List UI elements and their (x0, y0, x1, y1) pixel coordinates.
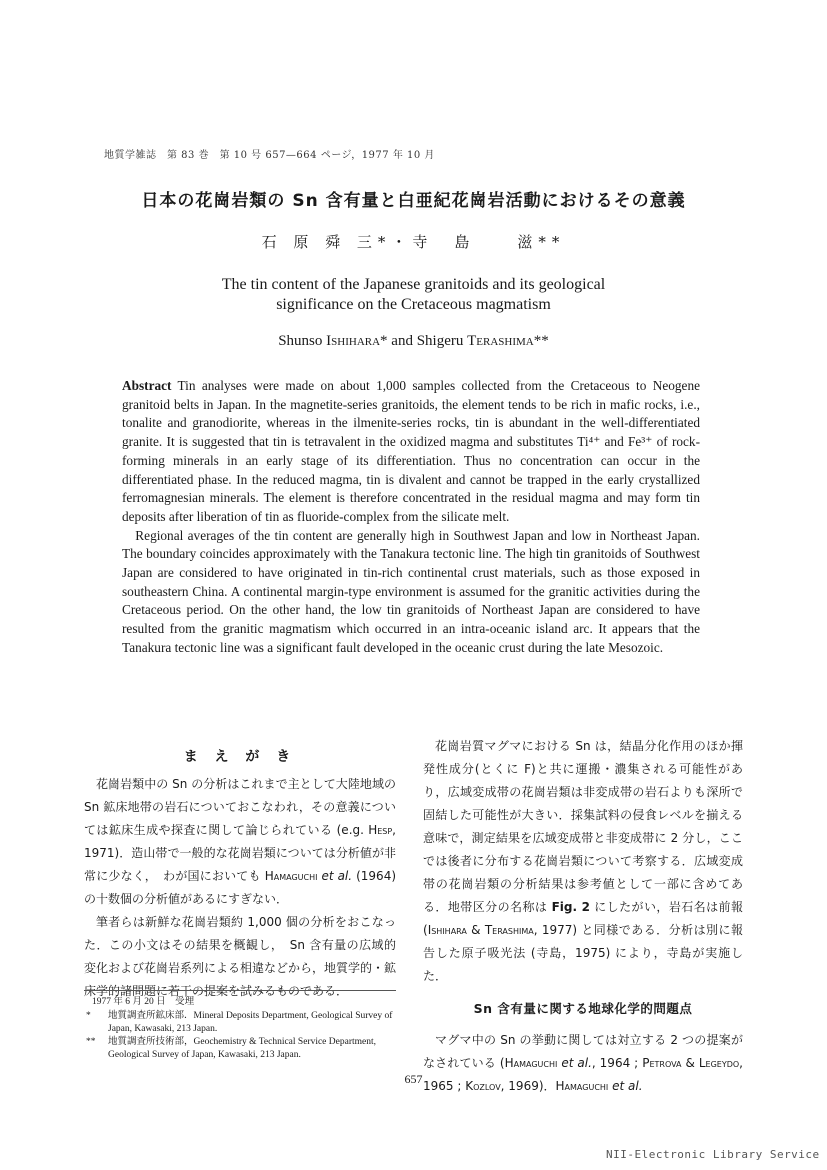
citation-kozlov: Kozlov (465, 1079, 501, 1093)
intro-paragraph-2: 筆者らは新鮮な花崗岩類約 1,000 個の分析をおこなった．この小文はその結果を概観し， Sn 含有量の広域的変化および花崗岩系列による相違などから，地質学的・鉱床学的諸問題に若干の提案を試みるものである． (84, 915, 397, 998)
author-2-first-name: Shigeru (416, 333, 464, 349)
footnote-2-mark: ** (86, 1037, 96, 1047)
left-column (84, 773, 396, 1003)
right-paragraph-1 (423, 735, 743, 988)
author-1-mark: * (380, 333, 388, 349)
introduction-heading: ま え が き (183, 749, 297, 765)
footnote-2 (86, 1036, 396, 1062)
footnote-1-mark: * (86, 1011, 91, 1021)
intro-p1-text-c: (1964) の十数個の分析値があるにすぎない． (84, 869, 397, 906)
footnote-1 (86, 1010, 396, 1036)
citation-petrova: Petrova (642, 1056, 682, 1070)
received-date (86, 996, 396, 1009)
right-p2-text-b: , 1964 ; (591, 1056, 643, 1070)
footnotes (86, 996, 396, 1062)
citation-et-al: et al. (321, 869, 353, 883)
author-1-last-name: Ishihara (326, 333, 381, 349)
intro-p1-text-b: , 1971)．造山帯で一般的な花崗岩類については分析値が非常に少なく， わが国においても (84, 823, 396, 883)
english-title-line-1: The tin content of the Japanese granitoids and its geological (221, 276, 606, 293)
right-p2-text-a: マグマ中の Sn の挙動に関しては対立する 2 つの提案がなされている ( (423, 1033, 743, 1070)
page-number: 657 (404, 1072, 423, 1086)
abstract (122, 377, 700, 658)
right-column (423, 735, 743, 1098)
right-paragraph-2 (423, 1029, 743, 1098)
japanese-authors: 石 原 舜 三*・寺 島 滋** (261, 233, 566, 251)
journal-header: 地質学雑誌 第 83 巻 第 10 号 657—664 ページ，1977 年 10 月 (104, 150, 435, 161)
author-1-first-name: Shunso (278, 333, 323, 349)
japanese-title: 日本の花崗岩類の Sn 含有量と白亜紀花崗岩活動におけるその意義 (141, 191, 686, 211)
right-p2-text-c: , 1965 ; (423, 1056, 743, 1093)
english-title (0, 275, 827, 315)
received-date-text: 1977 年 6 月 20 日 受理 (92, 997, 195, 1007)
geochemistry-heading: Sn 含有量に関する地球化学的問題点 (473, 1001, 693, 1016)
citation-et-al-3: et al. (612, 1079, 643, 1093)
citation-hamaguchi-2: Hamaguchi (504, 1056, 558, 1070)
citation-ampersand: & (466, 923, 485, 937)
citation-hamaguchi: Hamaguchi (264, 869, 318, 883)
right-p1-text-c: , 1977) と同様である．分析は別に報告した原子吸光法 (寺島，1975) により，寺島が実施した． (423, 923, 743, 983)
right-p1-text-a: 花崗岩質マグマにおける Sn は，結晶分化作用のほか揮発性成分(とくに F)と共に運搬・濃集される可能性があり，広域変成帯の花崗岩類は非変成帯の岩石よりも深所で固結した可能性が大きい．採集試料の侵食レベルを揃える意味で，測定結果を広域変成帯と非変成帯に 2 分し，ここでは後者に分布する花崗岩類について考察する．広域変成帯の花崗岩類の分析結果は参考値として一部に含めてある．地帯区分の名称は (423, 739, 743, 914)
authors-and: and (391, 333, 413, 349)
english-title-line-2: significance on the Cretaceous magmatism (276, 296, 551, 313)
intro-p1-text-a: 花崗岩類中の Sn の分析はこれまで主として大陸地域の Sn 鉱床地帯の岩石についておこなわれ，その意義については鉱床生成や探査に関して論じられている (e.g. (84, 777, 396, 837)
abstract-label: Abstract (122, 378, 172, 393)
right-p1-text-b: にしたがい，岩石名は前報 ( (423, 900, 743, 937)
citation-hesp: Hesp (368, 823, 393, 837)
author-2-last-name: Terashima (467, 333, 534, 349)
citation-legeydo: Legeydo (698, 1056, 740, 1070)
citation-terashima: Terashima (484, 923, 534, 937)
intro-paragraph-1 (84, 773, 396, 911)
figure-reference: Fig. 2 (551, 900, 590, 914)
right-p2-text-d: , 1969)． (500, 1079, 556, 1093)
english-authors (0, 333, 827, 350)
citation-et-al-2: et al. (561, 1056, 592, 1070)
citation-ishihara: Ishihara (427, 923, 467, 937)
footnote-2-text: 地質調査所技術部，Geochemistry & Technical Service Department, Geological Survey of Japan, Kawasaki, 213 Japan. (108, 1037, 376, 1060)
footnote-1-text: 地質調査所鉱床部．Mineral Deposits Department, Geological Survey of Japan, Kawasaki, 213 Japan. (108, 1011, 393, 1034)
library-watermark: NII-Electronic Library Service (606, 1148, 820, 1161)
citation-hamaguchi-3: Hamaguchi (555, 1079, 609, 1093)
footnote-divider (84, 990, 396, 991)
abstract-paragraph-1: Tin analyses were made on about 1,000 samples collected from the Cretaceous to Neogene granitoid belts in Japan. In the magnetite-series granitoids, the element tends to be rich in mafic rocks, i.e., tonalite and granodiorite, whereas in the ilmenite-series rocks, tin is abundant in the well-differentiated granite. It is suggested that tin is tetravalent in the oxidized magma and substitutes Ti⁴⁺ and Fe³⁺ of rock-forming minerals in an early stage of its differentiation. Thus no concentration can occur in the differentiated phase. In the reduced magma, tin is divalent and cannot be trapped in the early crystallized ferromagnesian minerals. The element is therefore concentrated in the residual magma and may form tin deposits after liberation of tin as fluoride-complex from the silicate melt. (122, 378, 700, 524)
author-2-mark: ** (533, 333, 549, 349)
abstract-paragraph-2: Regional averages of the tin content are generally high in Southwest Japan and low in Northeast Japan. The boundary coincides approximately with the Tanakura tectonic line. The high tin granitoids of Southwest Japan are considered to have originated in tin-rich continental crust materials, such as those exposed in southeastern China. A continental margin-type environment is assumed for the granitic activities during the Cretaceous period. On the other hand, the low tin granitoids of Northeast Japan are considered to have resulted from the granitic magmatism which occurred in an intra-oceanic island arc. It appears that the Tanakura tectonic line was a significant fault developed in the oceanic crust during the late Mesozoic. (122, 527, 700, 655)
citation-ampersand-2: & (681, 1056, 699, 1070)
